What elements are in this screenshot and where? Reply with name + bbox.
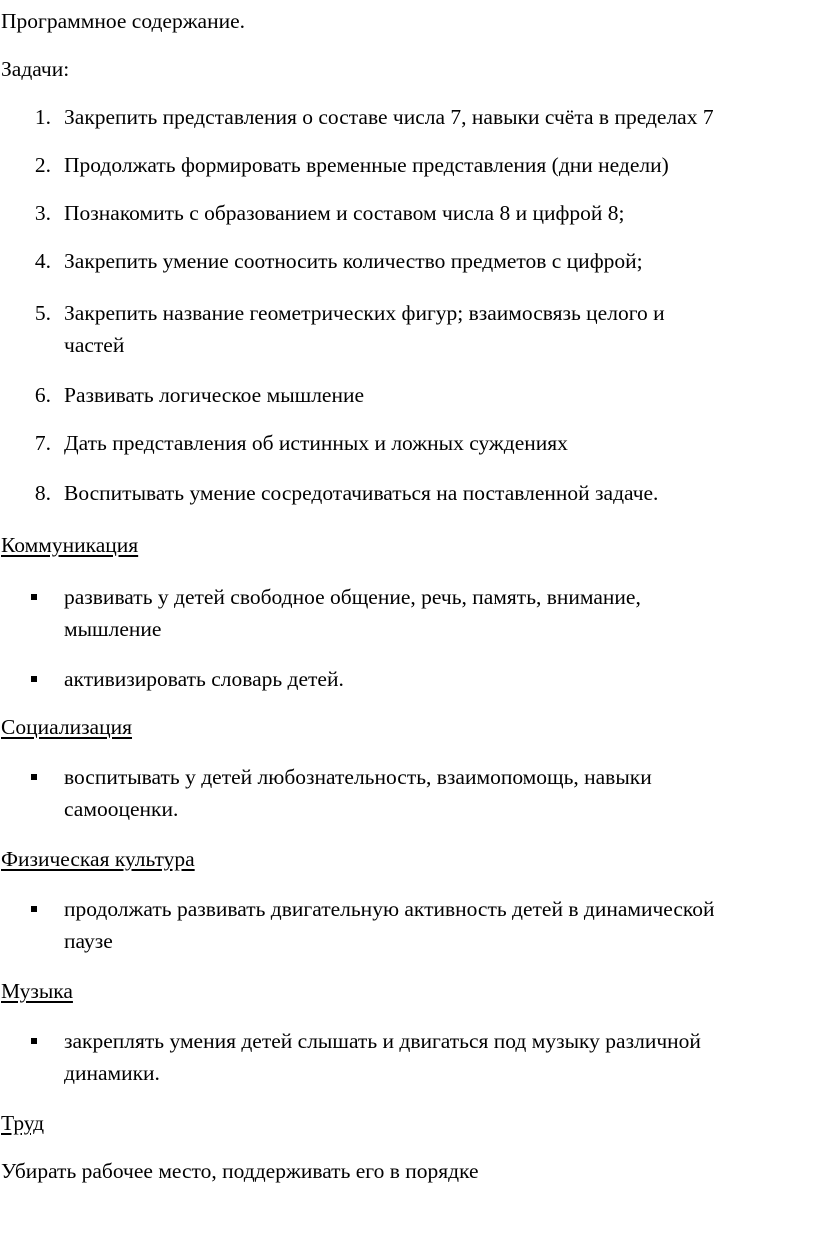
bullet-marker bbox=[31, 676, 37, 682]
bullet-text: закреплять умения детей слышать и двигаться под музыку различной bbox=[64, 1029, 701, 1053]
list-item-text: Закрепить представления о составе числа 7, навыки счёта в пределах 7 bbox=[64, 105, 714, 129]
list-item-text: Развивать логическое мышление bbox=[64, 383, 365, 407]
list-item-number: 5. bbox=[34, 301, 51, 325]
bullet-text: паузе bbox=[64, 929, 113, 953]
list-item-text: Познакомить с образованием и составом числа 8 и цифрой 8; bbox=[64, 201, 625, 225]
list-item-text: Закрепить название геометрических фигур; взаимосвязь целого и bbox=[64, 301, 665, 325]
section-heading-socialization: Социализация bbox=[1, 715, 133, 739]
section-heading-music: Музыка bbox=[1, 979, 73, 1003]
bullet-text: самооценки. bbox=[64, 797, 179, 821]
list-item-text: Закрепить умение соотносить количество предметов с цифрой; bbox=[64, 249, 643, 273]
bullet-text: развивать у детей свободное общение, речь, память, внимание, bbox=[64, 585, 641, 609]
bullet-text: воспитывать у детей любознательность, взаимопомощь, навыки bbox=[64, 765, 652, 789]
list-item-text: Воспитывать умение сосредотачиваться на поставленной задаче. bbox=[64, 481, 659, 505]
labor-text: Убирать рабочее место, поддерживать его в порядке bbox=[1, 1159, 479, 1183]
section-heading-communication: Коммуникация bbox=[1, 533, 139, 557]
section-heading-labor: Труд bbox=[1, 1111, 45, 1135]
list-item-number: 7. bbox=[34, 431, 51, 455]
bullet-text: продолжать развивать двигательную активность детей в динамической bbox=[64, 897, 715, 921]
list-item-number: 8. bbox=[34, 481, 51, 505]
list-item-number: 2. bbox=[34, 153, 51, 177]
bullet-marker bbox=[31, 1038, 37, 1044]
bullet-text: активизировать словарь детей. bbox=[64, 667, 344, 691]
section-heading-physical-culture: Физическая культура bbox=[1, 847, 195, 871]
list-item-number: 6. bbox=[34, 383, 51, 407]
list-item-number: 3. bbox=[34, 201, 51, 225]
bullet-marker bbox=[31, 774, 37, 780]
tasks-label: Задачи: bbox=[1, 57, 70, 81]
list-item-text: Дать представления об истинных и ложных суждениях bbox=[64, 431, 568, 455]
bullet-text: мышление bbox=[64, 617, 162, 641]
bullet-marker bbox=[31, 906, 37, 912]
bullet-text: динамики. bbox=[64, 1061, 160, 1085]
bullet-marker bbox=[31, 594, 37, 600]
list-item-text: частей bbox=[64, 333, 125, 357]
page-title: Программное содержание. bbox=[1, 9, 246, 33]
list-item-text: Продолжать формировать временные представления (дни недели) bbox=[64, 153, 669, 177]
list-item-number: 4. bbox=[34, 249, 51, 273]
list-item-number: 1. bbox=[34, 105, 51, 129]
